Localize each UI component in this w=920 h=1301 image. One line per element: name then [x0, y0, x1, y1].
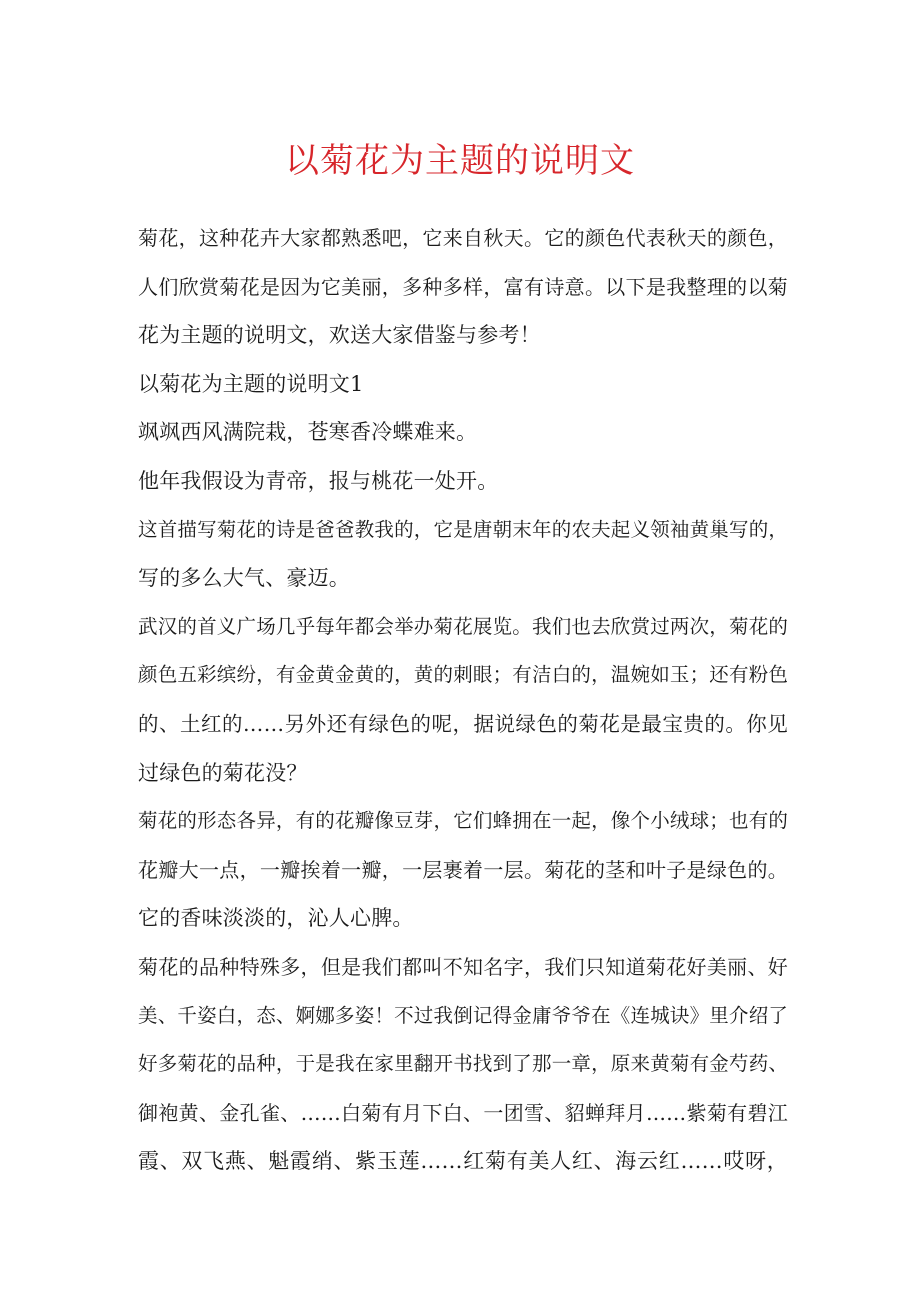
text-line: 颜色五彩缤纷，有金黄金黄的，黄的刺眼；有洁白的，温婉如玉；还有粉色 — [138, 663, 789, 687]
text-line: 花瓣大一点，一瓣挨着一瓣，一层裹着一层。菊花的茎和叶子是绿色的。 — [138, 857, 788, 882]
text-line: 美、千姿白，态、婀娜多姿！不过我倒记得金庸爷爷在《连城诀》里介绍了 — [138, 1003, 789, 1027]
text-line: 的、土红的……另外还有绿色的呢，据说绿色的菊花是最宝贵的。你见 — [138, 711, 788, 736]
text-line: 写的多么大气、豪迈。 — [138, 566, 350, 591]
text-line: 霞、双飞燕、魁霞绡、紫玉莲……红菊有美人红、海云红……哎呀， — [138, 1149, 788, 1174]
text-line: 它的香味淡淡的，沁人心脾。 — [138, 906, 414, 931]
text-line: 飒飒西风满院栽，苍寒香冷蝶难来。 — [138, 420, 478, 445]
text-line: 人们欣赏菊花是因为它美丽，多种多样，富有诗意。以下是我整理的以菊 — [138, 274, 788, 299]
text-line: 武汉的首义广场几乎每年都会举办菊花展览。我们也去欣赏过两次，菊花的 — [138, 614, 789, 638]
text-line: 菊花，这种花卉大家都熟悉吧，它来自秋天。它的颜色代表秋天的颜色， — [138, 226, 788, 250]
text-line: 花为主题的说明文，欢送大家借鉴与参考！ — [138, 323, 541, 348]
text-line: 他年我假设为青帝，报与桃花一处开。 — [138, 468, 499, 493]
text-line: 菊花的品种特殊多，但是我们都叫不知名字，我们只知道菊花好美丽、好 — [138, 954, 788, 979]
text-line: 这首描写菊花的诗是爸爸教我的，它是唐朝末年的农夫起义领袖黄巢写的， — [138, 517, 789, 541]
text-line: 好多菊花的品种，于是我在家里翻开书找到了那一章，原来黄菊有金芍药、 — [138, 1052, 789, 1076]
text-line: 御袍黄、金孔雀、……白菊有月下白、一团雪、貂蝉拜月……紫菊有碧江 — [138, 1100, 788, 1125]
text-line: 菊花的形态各异，有的花瓣像豆芽，它们蜂拥在一起，像个小绒球；也有的 — [138, 809, 789, 833]
document-body — [138, 214, 788, 1186]
document-title: 以菊花为主题的说明文 — [285, 141, 635, 181]
text-line: 以菊花为主题的说明文1 — [138, 371, 364, 396]
text-line: 过绿色的菊花没？ — [138, 760, 308, 785]
